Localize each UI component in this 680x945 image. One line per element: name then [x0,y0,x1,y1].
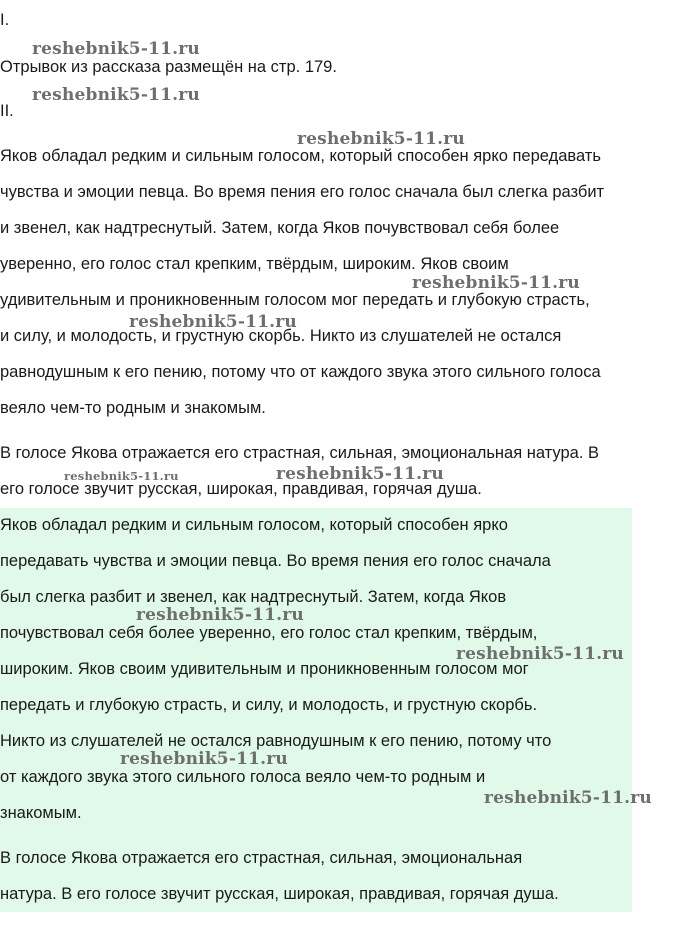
highlighted-line: натура. В его голосе звучит русская, широкая, правдивая, горячая душа. [0,885,559,903]
watermark: reshebnik5-11.ru [129,312,297,332]
highlighted-line: знакомым. [0,804,82,822]
watermark: reshebnik5-11.ru [412,273,580,293]
highlighted-line: был слегка разбит и звенел, как надтреснутый. Затем, когда Яков [0,588,507,606]
watermark: reshebnik5-11.ru [484,788,652,808]
highlighted-line: Никто из слушателей не остался равнодушным к его пению, потому что [0,732,552,750]
watermark: reshebnik5-11.ru [120,749,288,769]
paragraph-line: веяло чем-то родным и знакомым. [0,399,266,417]
watermark: reshebnik5-11.ru [456,644,624,664]
paragraph-line: Яков обладал редким и сильным голосом, который способен ярко передавать [0,147,601,165]
highlighted-line: передавать чувства и эмоции певца. Во время пения его голос сначала [0,552,551,570]
paragraph-line: и звенел, как надтреснутый. Затем, когда Яков почувствовал себя более [0,219,560,237]
highlighted-line: почувствовал себя более уверенно, его голос стал крепким, твёрдым, [0,624,538,642]
highlighted-line: от каждого звука этого сильного голоса веяло чем-то родным и [0,768,486,786]
watermark: reshebnik5-11.ru [64,469,179,483]
watermark: reshebnik5-11.ru [32,85,200,105]
section-numeral-2: II. [0,102,14,120]
highlighted-line: широким. Яков своим удивительным и проникновенным голосом мог [0,660,529,678]
paragraph-line: удивительным и проникновенным голосом мог передать и глубокую страсть, [0,291,590,309]
highlighted-line: В голосе Якова отражается его страстная, сильная, эмоциональная [0,849,523,867]
paragraph-line: равнодушным к его пению, потому что от каждого звука этого сильного голоса [0,363,601,381]
watermark: reshebnik5-11.ru [136,605,304,625]
watermark: reshebnik5-11.ru [297,129,465,149]
highlighted-line: Яков обладал редким и сильным голосом, который способен ярко [0,516,508,534]
paragraph-line: и силу, и молодость, и грустную скорбь. Никто из слушателей не остался [0,327,562,345]
highlighted-line: передать и глубокую страсть, и силу, и молодость, и грустную скорбь. [0,696,538,714]
paragraph-line: чувства и эмоции певца. Во время пения его голос сначала был слегка разбит [0,183,605,201]
watermark: reshebnik5-11.ru [32,39,200,59]
section-numeral-1: I. [0,11,10,29]
paragraph-line: его голосе звучит русская, широкая, правдивая, горячая душа. [0,480,482,498]
watermark: reshebnik5-11.ru [276,464,444,484]
paragraph-line: уверенно, его голос стал крепким, твёрдым, широким. Яков своим [0,255,509,273]
paragraph-line: В голосе Якова отражается его страстная, сильная, эмоциональная натура. В [0,444,600,462]
section-1-text: Отрывок из рассказа размещён на стр. 179. [0,58,337,76]
